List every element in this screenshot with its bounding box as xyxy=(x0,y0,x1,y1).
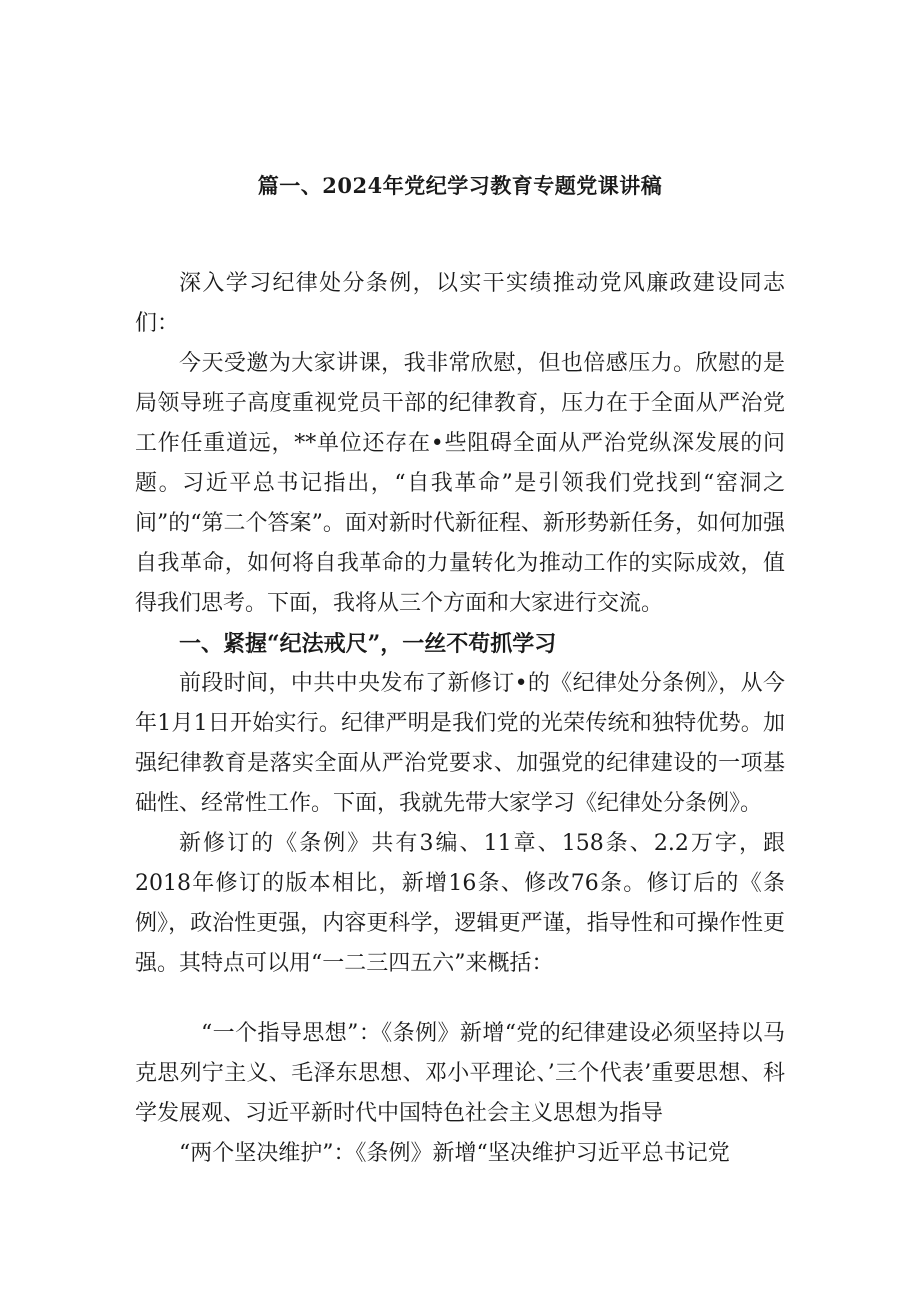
document-body xyxy=(135,264,785,984)
section-heading: 一、紧握“纪法戒尺”，一丝不苟抓学习 xyxy=(179,631,557,657)
body-paragraph: 新修订的《条例》共有3编、11章、158条、2.2万字，跟2018年修订的版本相比，新增16条、修改76条。修订后的《条例》，政治性更强，内容更科学，逻辑更严谨，指导性和可操作性更强。其特点可以用“一二三四五六”来概括： xyxy=(135,831,785,976)
document-body-continued xyxy=(135,1014,785,1174)
salutation-paragraph: 深入学习纪律处分条例，以实干实绩推动党风廉政建设同志们： xyxy=(135,271,785,336)
quote-paragraph: “一个指导思想”：《条例》新增“党的纪律建设必须坚持以马克思列宁主义、毛泽东思想、邓小平理论、’三个代表’重要思想、科学发展观、习近平新时代中国特色社会主义思想为指导 xyxy=(135,1021,785,1126)
quote-paragraph: “两个坚决维护”：《条例》新增“坚决维护习近平总书记党 xyxy=(179,1141,730,1166)
document-title: 篇一、2024年党纪学习教育专题党课讲稿 xyxy=(257,173,663,198)
body-paragraph: 前段时间，中共中央发布了新修订•的《纪律处分条例》，从今年1月1日开始实行。纪律严明是我们党的光荣传统和独特优势。加强纪律教育是落实全面从严治党要求、加强党的纪律建设的一项基础性、经常性工作。下面，我就先带大家学习《纪律处分条例》。 xyxy=(135,671,785,816)
intro-paragraph: 今天受邀为大家讲课，我非常欣慰，但也倍感压力。欣慰的是局领导班子高度重视党员干部的纪律教育，压力在于全面从严治党工作任重道远，**单位还存在•些阻碍全面从严治党纵深发展的问题。习近平总书记指出，“自我革命”是引领我们党找到“窑洞之间”的“第二个答案”。面对新时代新征程、新形势新任务，如何加强自我革命，如何将自我革命的力量转化为推动工作的实际成效，值得我们思考。下面，我将从三个方面和大家进行交流。 xyxy=(135,351,785,616)
